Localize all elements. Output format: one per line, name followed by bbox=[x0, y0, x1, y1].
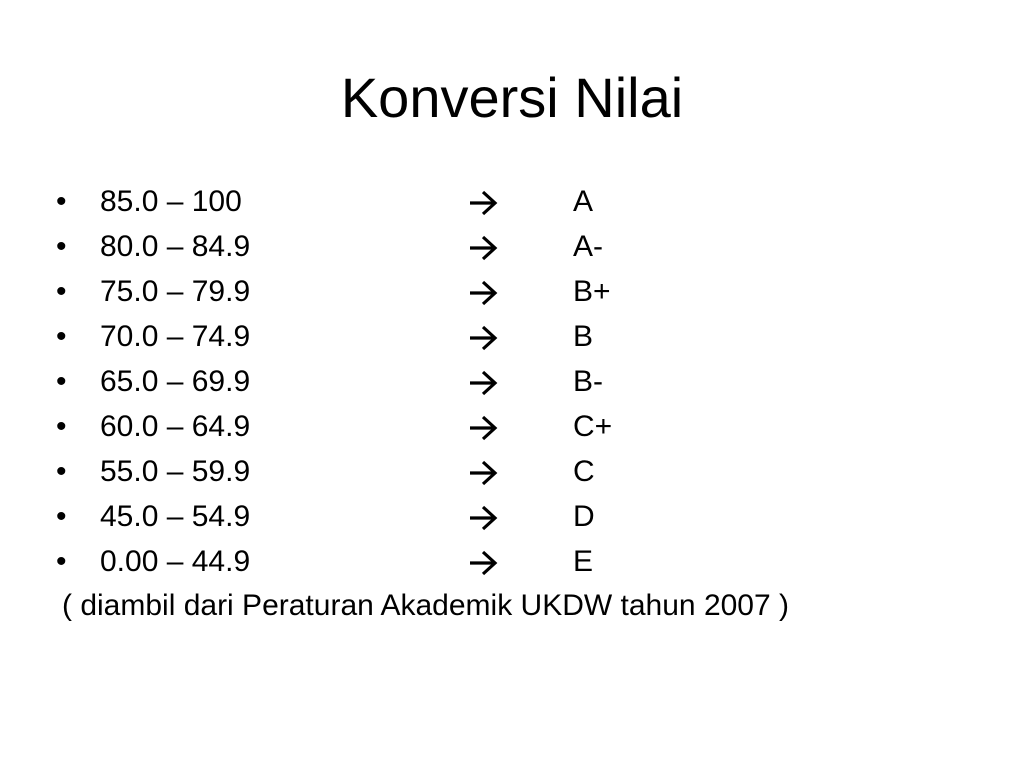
bullet-icon: • bbox=[56, 185, 67, 218]
letter-grade: A- bbox=[573, 230, 603, 263]
grade-row bbox=[56, 180, 756, 225]
grade-row bbox=[56, 405, 756, 450]
source-note: ( diambil dari Peraturan Akademik UKDW tahun 2007 ) bbox=[62, 589, 790, 622]
grade-conversion-list bbox=[56, 180, 756, 585]
letter-grade: B bbox=[573, 320, 594, 353]
score-range: 75.0 – 79.9 bbox=[100, 275, 251, 308]
bullet-icon: • bbox=[56, 320, 67, 353]
bullet-icon: • bbox=[56, 545, 67, 578]
letter-grade: C bbox=[573, 455, 595, 488]
grade-row bbox=[56, 225, 756, 270]
score-range: 85.0 – 100 bbox=[100, 185, 242, 218]
letter-grade: B- bbox=[573, 365, 603, 398]
letter-grade: E bbox=[573, 545, 594, 578]
score-range: 80.0 – 84.9 bbox=[100, 230, 251, 263]
bullet-icon: • bbox=[56, 230, 67, 263]
right-arrow-icon bbox=[468, 550, 498, 576]
score-range: 70.0 – 74.9 bbox=[100, 320, 251, 353]
right-arrow-icon bbox=[468, 235, 498, 261]
right-arrow-icon bbox=[468, 415, 498, 441]
bullet-icon: • bbox=[56, 275, 67, 308]
grade-row bbox=[56, 315, 756, 360]
right-arrow-icon bbox=[468, 325, 498, 351]
letter-grade: D bbox=[573, 500, 595, 533]
right-arrow-icon bbox=[468, 460, 498, 486]
bullet-icon: • bbox=[56, 500, 67, 533]
grade-row bbox=[56, 495, 756, 540]
bullet-icon: • bbox=[56, 455, 67, 488]
score-range: 55.0 – 59.9 bbox=[100, 455, 251, 488]
grade-row bbox=[56, 450, 756, 495]
right-arrow-icon bbox=[468, 370, 498, 396]
grade-row bbox=[56, 270, 756, 315]
letter-grade: C+ bbox=[573, 410, 613, 443]
score-range: 60.0 – 64.9 bbox=[100, 410, 251, 443]
score-range: 0.00 – 44.9 bbox=[100, 545, 251, 578]
slide-title: Konversi Nilai bbox=[340, 66, 684, 129]
letter-grade: B+ bbox=[573, 275, 611, 308]
right-arrow-icon bbox=[468, 190, 498, 216]
score-range: 65.0 – 69.9 bbox=[100, 365, 251, 398]
grade-row bbox=[56, 360, 756, 405]
letter-grade: A bbox=[573, 185, 594, 218]
score-range: 45.0 – 54.9 bbox=[100, 500, 251, 533]
grade-row bbox=[56, 540, 756, 585]
right-arrow-icon bbox=[468, 505, 498, 531]
bullet-icon: • bbox=[56, 365, 67, 398]
right-arrow-icon bbox=[468, 280, 498, 306]
bullet-icon: • bbox=[56, 410, 67, 443]
